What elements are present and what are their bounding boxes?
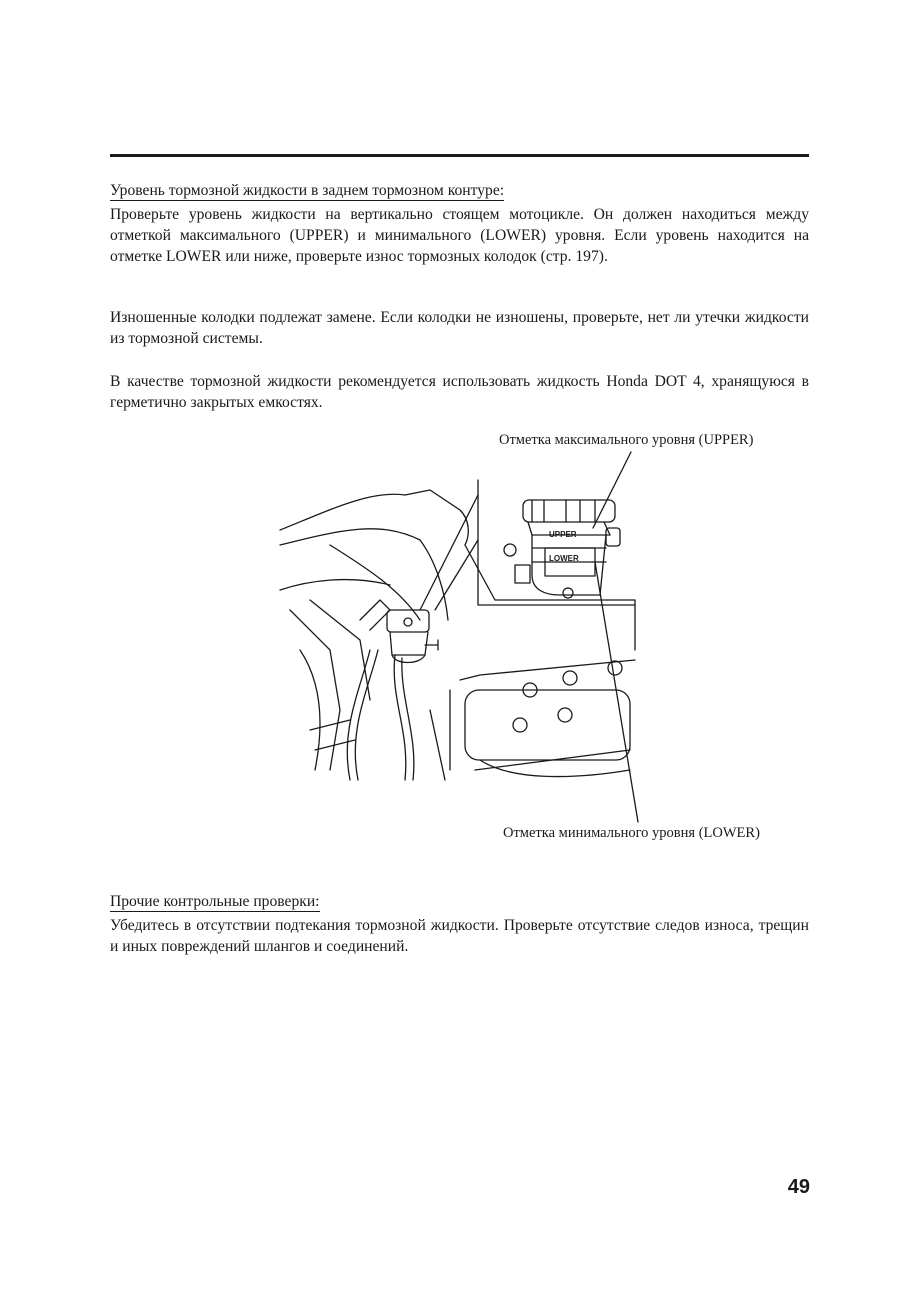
paragraph-worn-pads: Изношенные колодки подлежат замене. Если колодки не изношены, проверьте, нет ли утечки жидкости из тормозной системы. <box>110 309 809 347</box>
section-fluid-type <box>110 371 809 413</box>
paragraph-fluid-type: В качестве тормозной жидкости рекомендуется использовать жидкость Honda DOT 4, хранящуюся в герметично закрытых емкостях. <box>110 373 809 411</box>
page-number: 49 <box>787 1176 810 1198</box>
section-worn-pads <box>110 307 809 349</box>
paragraph-other-checks: Убедитесь в отсутствии подтекания тормозной жидкости. Проверьте отсутствие следов износа, трещин и иных повреждений шлангов и соединений. <box>110 917 809 955</box>
upper-mark-label: UPPER <box>549 530 577 539</box>
section-heading: Уровень тормозной жидкости в заднем тормозном контуре: <box>110 182 505 199</box>
section-heading: Прочие контрольные проверки: <box>110 893 320 910</box>
brake-reservoir-illustration <box>270 450 650 830</box>
caption-upper: Отметка максимального уровня (UPPER) <box>499 432 754 448</box>
header-rule <box>110 154 809 157</box>
section-other-checks <box>110 891 809 957</box>
caption-lower: Отметка минимального уровня (LOWER) <box>503 825 760 841</box>
paragraph-check-level: Проверьте уровень жидкости на вертикально стоящем мотоцикле. Он должен находиться между отметкой максимального (UPPER) и минимального (LOWER) уровня. Если уровень находится на отметке LOWER или ниже, проверьте износ тормозных колодок (стр. 197). <box>110 206 809 265</box>
lower-mark-label: LOWER <box>549 554 579 563</box>
section-rear-brake-fluid <box>110 180 809 267</box>
